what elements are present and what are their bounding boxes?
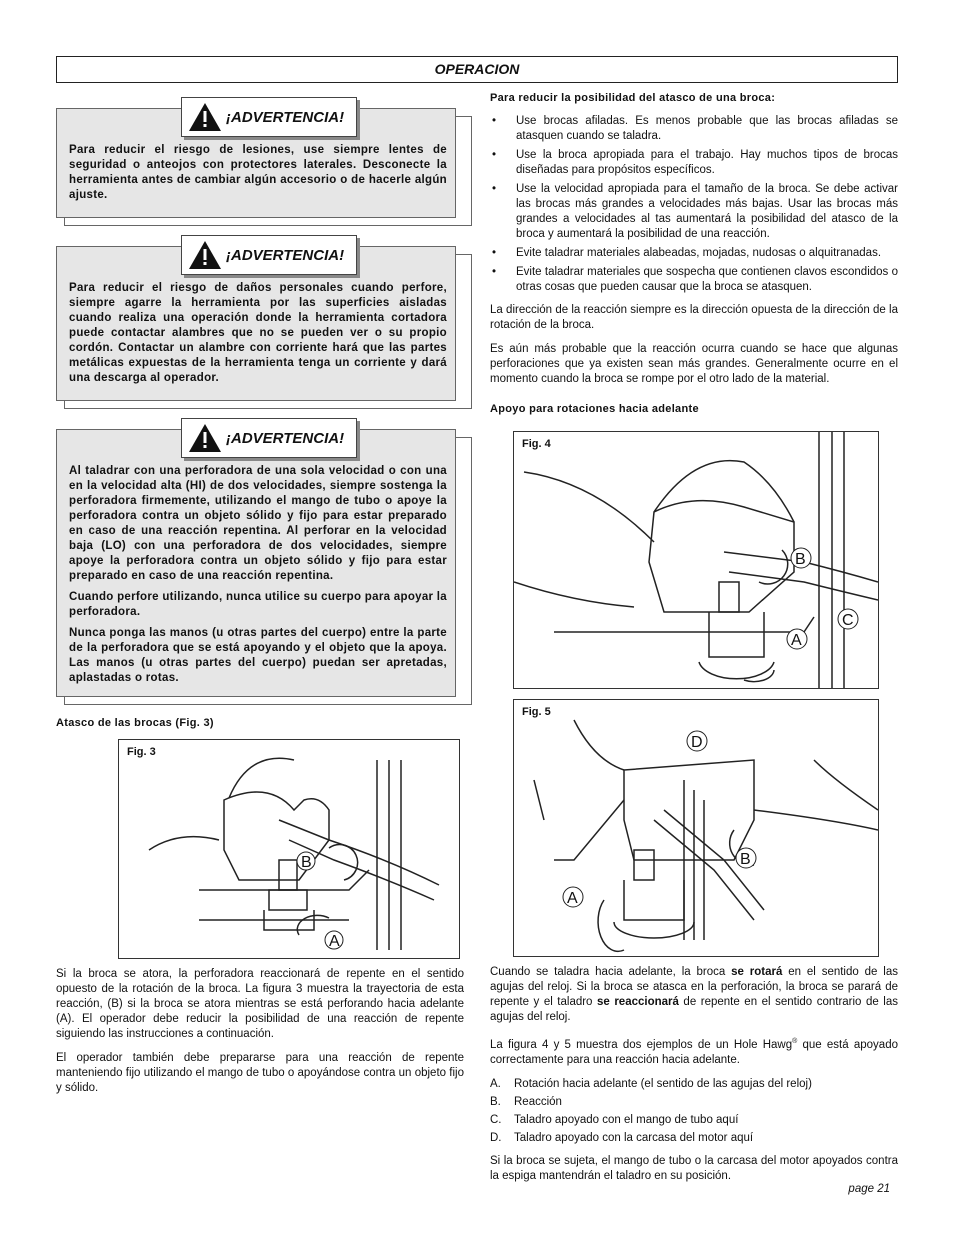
callout-a: A [329,933,340,950]
warning-title: ¡ADVERTENCIA! [226,246,345,264]
reduce-jam-list [490,114,898,295]
drill-illustration [514,700,878,956]
warning-text: Para reducir el riesgo de daños personales cuando perfore, siempre agarre la herramienta por las superficies aisladas cuando realiza una operación donde la herramienta cortadora puede contactar alambres que no se pueden ver o su propio cordón. Contactar un alambre con corriente hará que las partes metálicas expuestas de la herramienta tenga un corriente y dará una descarga al operador. [69,282,447,384]
callout-d: D [691,734,703,751]
forward-rotation-paragraph: Cuando se taladra hacia adelante, la broca se rotará en el sentido de las agujas del reloj. Si la broca se atasca en la perforación, la broca se parará de repente y el taladro se reaccionará de repente en el sentido contrario de las agujas del reloj. [490,966,899,1023]
figure-5 [513,699,879,957]
callout-b: B [301,854,312,871]
drill-illustration [119,740,459,958]
bit-jam-paragraph-1: Si la broca se atora, la perforadora reaccionará de repente en el sentido opuesto de la rotación de la broca. La figura 3 muestra la trayectoria de esta reacción, (B) si la broca se atora mientras se está perforando hacia adelante (A). El operador debe reducir la posibilidad de una reacción de repente siguiendo las instrucciones a continuación. [56,968,464,1040]
bit-seized-paragraph: Si la broca se sujeta, el mango de tubo o la carcasa del motor apoyados contra la espiga mantendrán el taladro en su posición. [490,1154,898,1182]
callout-b: B [795,551,806,568]
callout-a: A [567,890,578,907]
section-header [56,56,898,83]
warning-text: Para reducir el riesgo de lesiones, use siempre lentes de seguridad o anteojos con protectores laterales. Desconecte la herramienta antes de cambiar algún accesorio o de hacerle algún ajuste. [69,144,447,201]
list-item: • Use la velocidad apropiada para el tamaño de la broca. Se debe activar las brocas más grandes a velocidades más bajas. Usar las brocas más grandes a velocidades al tas aumentará la posibilidad del atasco de la broca y aumentará la posibilidad de una reacción. [490,182,898,242]
warning-triangle-icon [188,239,222,271]
warning-triangle-icon [188,101,222,133]
figure-4 [513,431,879,689]
legend-item: D. Taladro apoyado con la carcasa del motor aquí [490,1131,754,1144]
figure-3 [118,739,460,959]
callout-c: C [842,612,854,629]
legend-item: B. Reacción [490,1095,562,1108]
warning-text: Nunca ponga las manos (u otras partes del cuerpo) entre la parte de la perforadora que se está apoyando y el objeto que la apoya. Las manos (u otras partes del cuerpo) puedan ser apretadas, aplastadas o rotas. [69,627,447,684]
bit-jam-paragraph-2: El operador también debe prepararse para una reacción de repente manteniendo fijo utilizando el mango de tubo o apoyándose contra un objeto fijo y sólido. [56,1052,464,1094]
legend-item: C. Taladro apoyado con el mango de tubo aquí [490,1113,739,1126]
callout-b: B [740,851,751,868]
warning-text: Cuando perfore utilizando, nunca utilice su cuerpo para apoyar la perforadora. [69,591,447,618]
figure-label: Fig. 5 [522,706,551,718]
warning-text: Al taladrar con una perforadora de una sola velocidad o con una en la velocidad alta (HI) de dos velocidades, siempre sostenga la perforadora firmemente, utilizando el mango de tubo o apoye la perforadora contra un objeto sólido y fijo para estar preparado en caso de una reacción repentina. Al perforar en la velocidad baja (LO) con una perforadora de dos velocidades, siempre apoye la perforadora contra un objeto sólido y fijo para estar preparado en caso de una reacción repentina. [69,465,447,582]
bit-jam-heading: Atasco de las brocas (Fig. 3) [56,717,214,729]
warning-triangle-icon [188,422,222,454]
warning-title-tag [181,418,357,458]
list-item: • Use la broca apropiada para el trabajo. Hay muchos tipos de brocas diseñadas para propósitos específicos. [490,148,898,178]
list-item: • Evite taladrar materiales alabeadas, mojadas, nudosas o alquitranadas. [490,246,898,261]
warning-box-sudden-reaction [56,429,464,697]
warning-title: ¡ADVERTENCIA! [226,429,345,447]
forward-support-heading: Apoyo para rotaciones hacia adelante [490,403,699,415]
warning-title-tag [181,97,357,137]
page-number: page 21 [848,1183,890,1195]
reaction-direction-paragraph: La dirección de la reacción siempre es la dirección opuesta de la dirección de la rotación de la broca. [490,304,898,331]
legend-item: A. Rotación hacia adelante (el sentido de las agujas del reloj) [490,1077,812,1090]
figure-label: Fig. 4 [522,438,551,450]
list-item: • Use brocas afiladas. Es menos probable que las brocas afiladas se atasquen cuando se taladra. [490,114,898,144]
warning-title-tag [181,235,357,275]
reduce-jam-heading: Para reducir la posibilidad del atasco de una broca: [490,92,776,104]
warning-title: ¡ADVERTENCIA! [226,108,345,126]
figure-label: Fig. 3 [127,746,156,758]
right-column [490,92,898,1193]
warning-box-eye-protection [56,108,464,218]
drill-illustration [514,432,878,688]
left-column [56,96,464,1105]
warning-box-insulated-surfaces [56,246,464,401]
reaction-likelihood-paragraph: Es aún más probable que la reacción ocurra cuando se hace que algunas perforaciones que ya existen sean más grandes. Generalmente ocurre en el momento cuando la broca se rompe por el otro lado de la material. [490,343,898,385]
callout-a: A [791,632,802,649]
figure-reference-paragraph: La figura 4 y 5 muestra dos ejemplos de un Hole Hawg® que está apoyado correctamente para una reacción hacia adelante. [490,1038,898,1066]
list-item: • Evite taladrar materiales que sospecha que contienen clavos escondidos o otras cosas que pueden causar que la broca se atasquen. [490,265,898,295]
section-title: OPERACION [434,61,520,77]
figure-legend-list [490,1077,898,1146]
